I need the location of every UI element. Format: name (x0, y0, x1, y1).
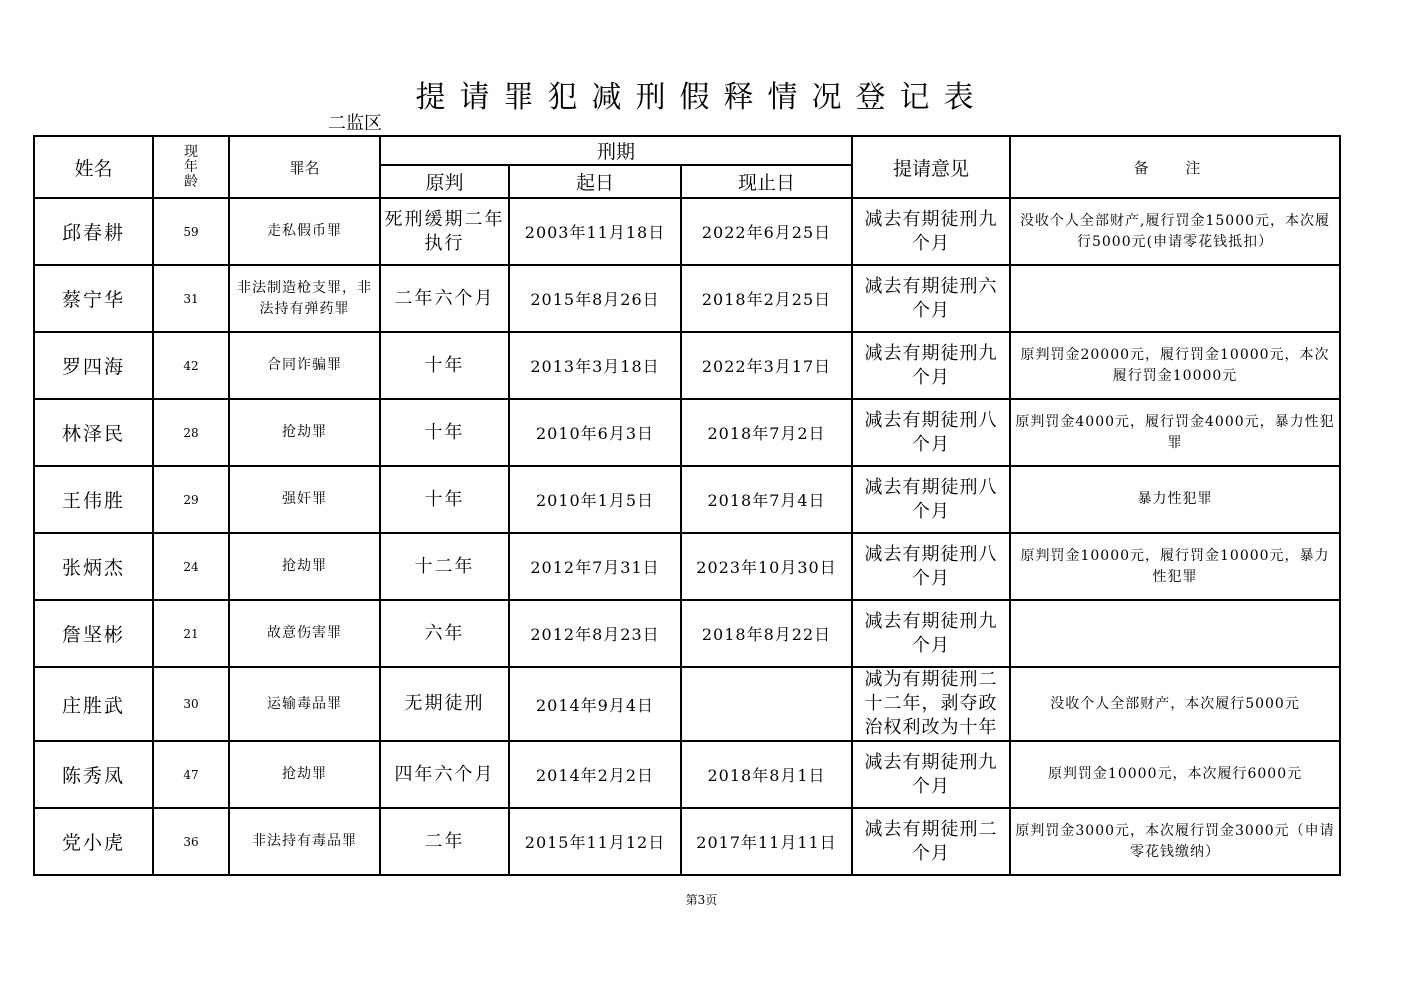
cell-crime: 非法持有毒品罪 (229, 808, 380, 875)
cell-end: 2022年6月25日 (681, 198, 852, 265)
cell-note: 原判罚金10000元，履行罚金10000元，暴力性犯罪 (1010, 533, 1340, 600)
cell-end: 2022年3月17日 (681, 332, 852, 399)
header-name: 姓名 (34, 136, 153, 198)
header-start: 起日 (509, 165, 681, 198)
page-number: 第3页 (685, 893, 718, 907)
cell-crime: 抢劫罪 (229, 399, 380, 466)
cell-crime: 非法制造枪支罪，非法持有弹药罪 (229, 265, 380, 332)
header-crime: 罪名 (229, 136, 380, 198)
cell-age: 42 (153, 332, 229, 399)
cell-start: 2013年3月18日 (509, 332, 681, 399)
cell-name: 张炳杰 (34, 533, 153, 600)
header-age-line2: 年 (184, 158, 198, 175)
cell-start: 2014年9月4日 (509, 667, 681, 741)
table-row (34, 808, 1340, 875)
cell-end: 2017年11月11日 (681, 808, 852, 875)
header-opinion: 提请意见 (852, 136, 1010, 198)
cell-start: 2012年8月23日 (509, 600, 681, 667)
cell-note: 没收个人全部财产，本次履行5000元 (1010, 667, 1340, 741)
cell-name: 林泽民 (34, 399, 153, 466)
header-original: 原判 (380, 165, 509, 198)
header-sentence-group: 刑期 (380, 136, 852, 165)
header-end: 现止日 (681, 165, 852, 198)
table-row (34, 332, 1340, 399)
form-title: 提请罪犯减刑假释情况登记表 (415, 80, 988, 115)
cell-original: 十年 (380, 399, 509, 466)
cell-crime: 抢劫罪 (229, 741, 380, 808)
cell-opinion: 减去有期徒刑六个月 (852, 265, 1010, 332)
cell-age: 29 (153, 466, 229, 533)
cell-age: 59 (153, 198, 229, 265)
cell-end: 2018年8月1日 (681, 741, 852, 808)
cell-opinion: 减去有期徒刑八个月 (852, 533, 1010, 600)
cell-note: 原判罚金4000元，履行罚金4000元，暴力性犯罪 (1010, 399, 1340, 466)
header-note: 备 注 (1010, 136, 1340, 198)
cell-original: 死刑缓期二年执行 (380, 198, 509, 265)
table-row (34, 667, 1340, 741)
cell-start: 2014年2月2日 (509, 741, 681, 808)
cell-crime: 运输毒品罪 (229, 667, 380, 741)
cell-age: 21 (153, 600, 229, 667)
table-row (34, 399, 1340, 466)
cell-age: 24 (153, 533, 229, 600)
cell-name: 党小虎 (34, 808, 153, 875)
cell-start: 2010年6月3日 (509, 399, 681, 466)
cell-name: 蔡宁华 (34, 265, 153, 332)
cell-name: 邱春耕 (34, 198, 153, 265)
cell-original: 无期徒刑 (380, 667, 509, 741)
cell-end: 2018年8月22日 (681, 600, 852, 667)
table-row (34, 198, 1340, 265)
cell-name: 王伟胜 (34, 466, 153, 533)
cell-age: 30 (153, 667, 229, 741)
table-row (34, 741, 1340, 808)
header-age (153, 136, 229, 198)
cell-crime: 合同诈骗罪 (229, 332, 380, 399)
cell-age: 36 (153, 808, 229, 875)
cell-start: 2015年11月12日 (509, 808, 681, 875)
cell-age: 28 (153, 399, 229, 466)
cell-start: 2010年1月5日 (509, 466, 681, 533)
header-age-line1: 现 (184, 143, 198, 160)
table-row (34, 600, 1340, 667)
cell-crime: 走私假币罪 (229, 198, 380, 265)
cell-end: 2018年7月2日 (681, 399, 852, 466)
cell-note (1010, 265, 1340, 332)
cell-start: 2015年8月26日 (509, 265, 681, 332)
cell-name: 罗四海 (34, 332, 153, 399)
cell-note: 原判罚金10000元，本次履行6000元 (1010, 741, 1340, 808)
cell-name: 詹坚彬 (34, 600, 153, 667)
header-age-line3: 龄 (184, 173, 198, 190)
cell-opinion: 减为有期徒刑二十二年，剥夺政治权利改为十年 (852, 667, 1010, 741)
table-row (34, 265, 1340, 332)
cell-note (1010, 600, 1340, 667)
cell-crime: 强奸罪 (229, 466, 380, 533)
cell-opinion: 减去有期徒刑九个月 (852, 332, 1010, 399)
cell-crime: 抢劫罪 (229, 533, 380, 600)
table-row (34, 466, 1340, 533)
cell-note: 原判罚金3000元，本次履行罚金3000元（申请零花钱缴纳） (1010, 808, 1340, 875)
cell-original: 十年 (380, 332, 509, 399)
cell-opinion: 减去有期徒刑八个月 (852, 399, 1010, 466)
cell-opinion: 减去有期徒刑二个月 (852, 808, 1010, 875)
cell-original: 十年 (380, 466, 509, 533)
district-label: 二监区 (328, 113, 382, 134)
cell-age: 31 (153, 265, 229, 332)
cell-start: 2012年7月31日 (509, 533, 681, 600)
cell-name: 庄胜武 (34, 667, 153, 741)
cell-crime: 故意伤害罪 (229, 600, 380, 667)
cell-note: 没收个人全部财产,履行罚金15000元，本次履行5000元(申请零花钱抵扣） (1010, 198, 1340, 265)
cell-opinion: 减去有期徒刑九个月 (852, 741, 1010, 808)
cell-name: 陈秀凤 (34, 741, 153, 808)
cell-end (681, 667, 852, 741)
cell-opinion: 减去有期徒刑九个月 (852, 600, 1010, 667)
cell-end: 2018年7月4日 (681, 466, 852, 533)
cell-note: 原判罚金20000元，履行罚金10000元，本次履行罚金10000元 (1010, 332, 1340, 399)
cell-end: 2023年10月30日 (681, 533, 852, 600)
register-table (33, 135, 1341, 876)
cell-opinion: 减去有期徒刑八个月 (852, 466, 1010, 533)
cell-original: 二年 (380, 808, 509, 875)
cell-original: 六年 (380, 600, 509, 667)
cell-original: 二年六个月 (380, 265, 509, 332)
cell-age: 47 (153, 741, 229, 808)
cell-end: 2018年2月25日 (681, 265, 852, 332)
cell-note: 暴力性犯罪 (1010, 466, 1340, 533)
cell-original: 四年六个月 (380, 741, 509, 808)
cell-opinion: 减去有期徒刑九个月 (852, 198, 1010, 265)
table-row (34, 533, 1340, 600)
cell-original: 十二年 (380, 533, 509, 600)
table-body (34, 198, 1340, 875)
cell-start: 2003年11月18日 (509, 198, 681, 265)
